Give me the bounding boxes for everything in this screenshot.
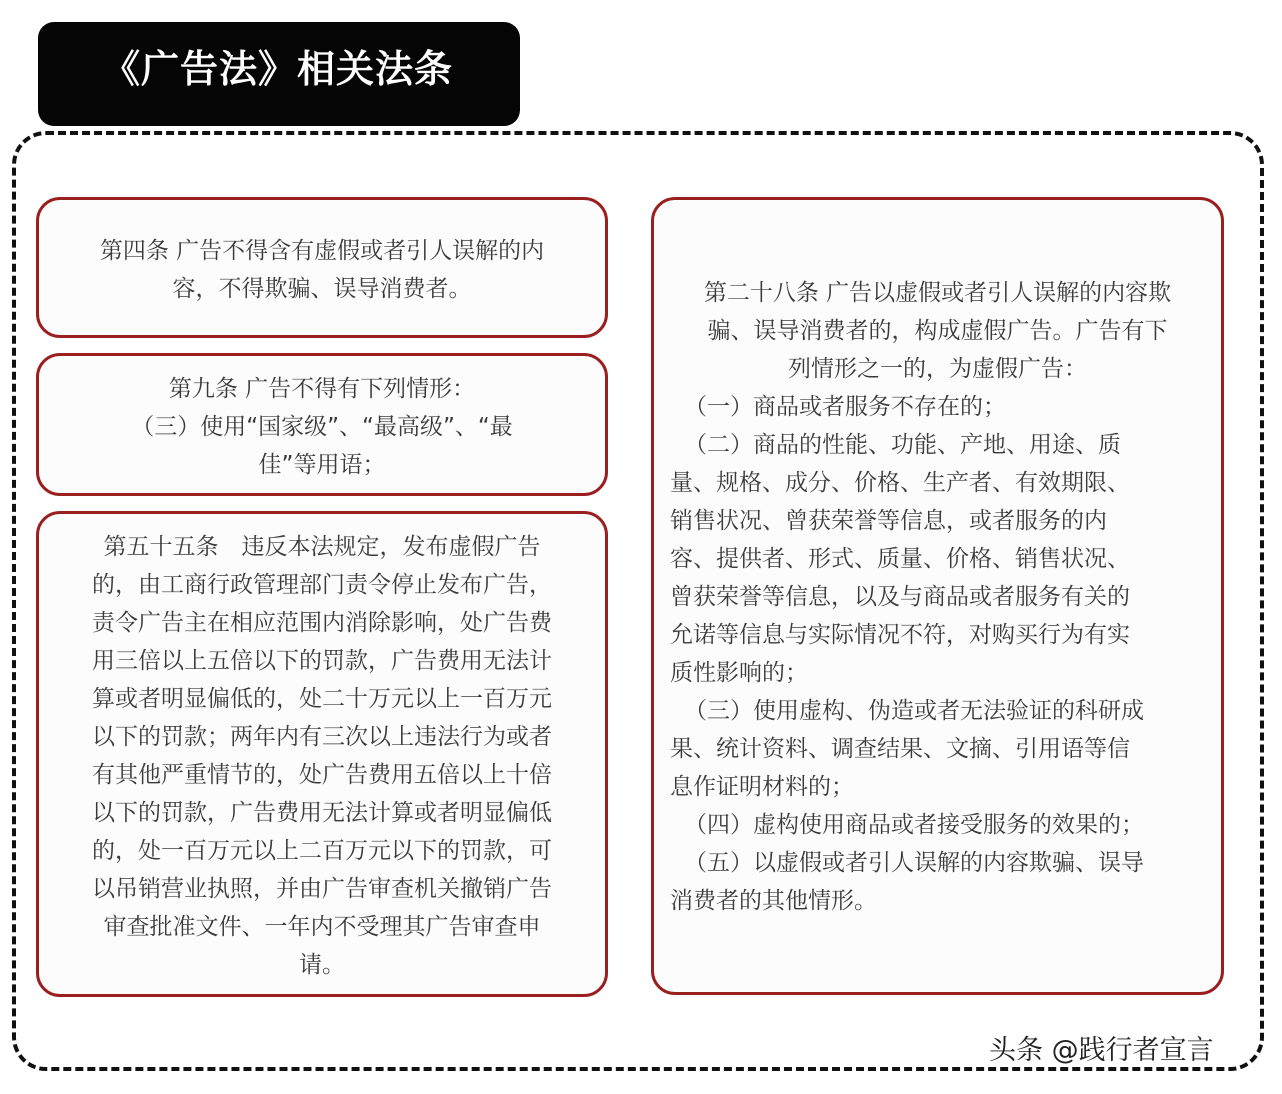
article-55-line: 责令广告主在相应范围内消除影响，处广告费 bbox=[92, 610, 552, 636]
article-28-item-line: 容、提供者、形式、质量、价格、销售状况、 bbox=[670, 546, 1130, 572]
article-55-box bbox=[36, 511, 608, 997]
article-28-item-line: 量、规格、成分、价格、生产者、有效期限、 bbox=[670, 470, 1130, 496]
article-55-line: 请。 bbox=[299, 952, 345, 978]
article-55-line: 以吊销营业执照，并由广告审查机关撤销广告 bbox=[92, 876, 552, 902]
article-4-line: 容，不得欺骗、误导消费者。 bbox=[172, 276, 472, 302]
article-28-item-line: 允诺等信息与实际情况不符，对购买行为有实 bbox=[670, 622, 1130, 648]
article-28-item-line: 销售状况、曾获荣誉等信息，或者服务的内 bbox=[670, 508, 1107, 534]
article-55-line: 的，处一百万元以上二百万元以下的罚款，可 bbox=[92, 838, 552, 864]
article-28-item-line: （二）商品的性能、功能、产地、用途、质 bbox=[684, 432, 1121, 458]
article-28-intro-line: 第二十八条 广告以虚假或者引人误解的内容欺 bbox=[703, 280, 1172, 306]
article-28-item-line: 消费者的其他情形。 bbox=[670, 888, 877, 914]
article-28-item-line: （四）虚构使用商品或者接受服务的效果的； bbox=[684, 812, 1144, 838]
article-55-line: 第五十五条 违反本法规定，发布虚假广告 bbox=[103, 534, 541, 560]
article-28-item-line: 曾获荣誉等信息，以及与商品或者服务有关的 bbox=[670, 584, 1130, 610]
article-28-item-line: （五）以虚假或者引人误解的内容欺骗、误导 bbox=[684, 850, 1144, 876]
article-9-line: 第九条 广告不得有下列情形： bbox=[168, 376, 476, 402]
article-28-item-line: 息作证明材料的； bbox=[670, 774, 854, 800]
article-55-line: 有其他严重情节的，处广告费用五倍以上十倍 bbox=[92, 762, 552, 788]
article-55-line: 以下的罚款，广告费用无法计算或者明显偏低 bbox=[92, 800, 552, 826]
article-9-line: 佳”等用语； bbox=[258, 452, 386, 478]
article-28-intro-line: 骗、误导消费者的，构成虚假广告。广告有下 bbox=[707, 318, 1168, 344]
article-28-item-line: 果、统计资料、调查结果、文摘、引用语等信 bbox=[670, 736, 1130, 762]
article-28-box bbox=[651, 197, 1224, 995]
title-banner bbox=[38, 22, 520, 126]
article-28-item-line: （三）使用虚构、伪造或者无法验证的科研成 bbox=[684, 698, 1144, 724]
article-28-item-line: 质性影响的； bbox=[670, 660, 808, 686]
article-4-line: 第四条 广告不得含有虚假或者引人误解的内 bbox=[99, 238, 545, 264]
article-55-line: 算或者明显偏低的，处二十万元以上一百万元 bbox=[92, 686, 552, 712]
article-55-line: 以下的罚款；两年内有三次以上违法行为或者 bbox=[92, 724, 552, 750]
article-28-item-line: （一）商品或者服务不存在的； bbox=[684, 394, 1006, 420]
article-9-box bbox=[36, 353, 608, 496]
article-55-line: 的，由工商行政管理部门责令停止发布广告， bbox=[92, 572, 552, 598]
article-9-line: （三）使用“国家级”、“最高级”、“最 bbox=[131, 414, 513, 440]
article-55-line: 审查批准文件、一年内不受理其广告审查申 bbox=[103, 914, 541, 940]
article-55-line: 用三倍以上五倍以下的罚款，广告费用无法计 bbox=[92, 648, 552, 674]
watermark: 头条 @践行者宣言 bbox=[985, 1028, 1218, 1067]
article-28-intro-line: 列情形之一的，为虚假广告： bbox=[788, 356, 1087, 382]
page-title: 《广告法》相关法条 bbox=[102, 47, 454, 91]
article-4-box bbox=[36, 197, 608, 338]
